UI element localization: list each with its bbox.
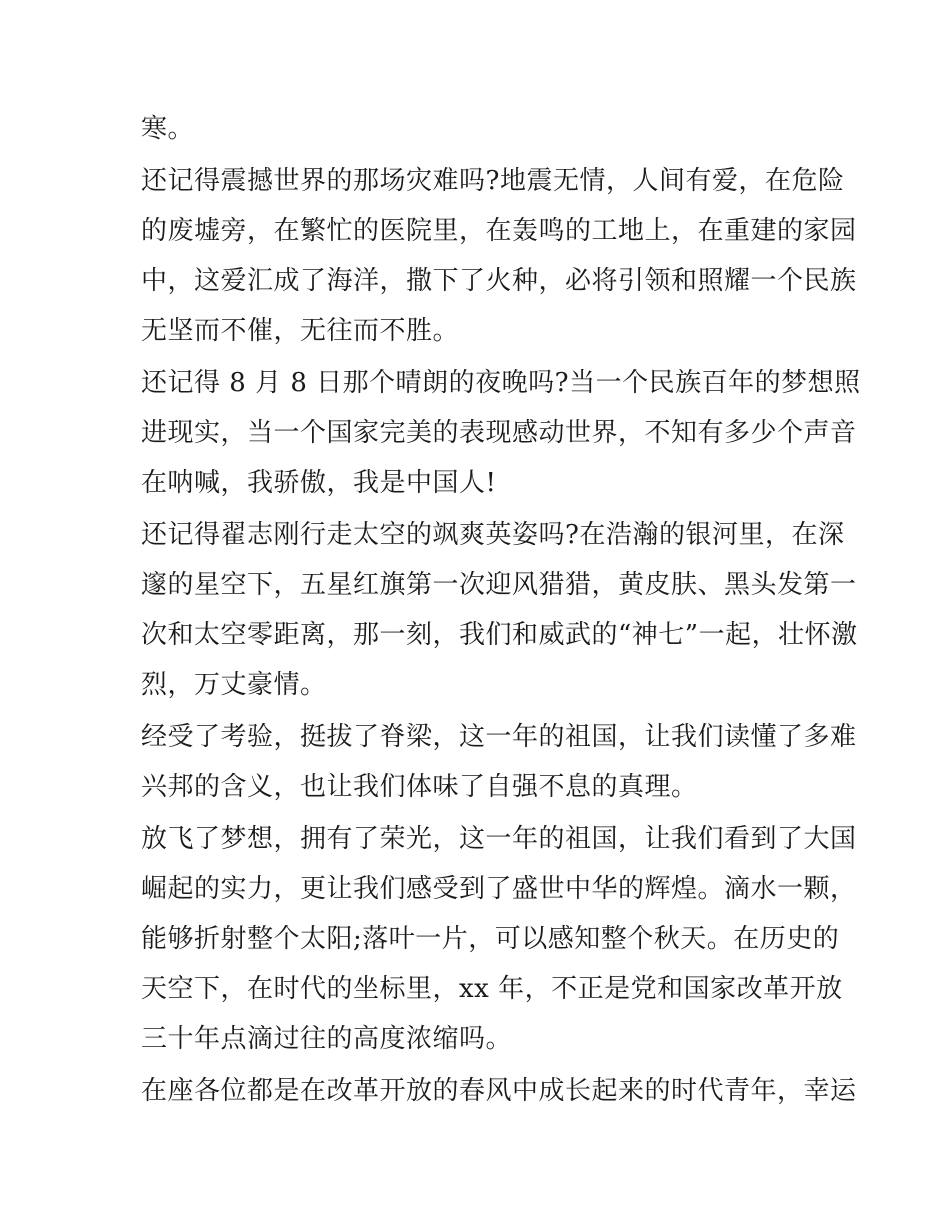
text-line: 还记得 8 月 8 日那个晴朗的夜晚吗?当一个民族百年的梦想照 [141, 368, 861, 398]
text-line: 中，这爱汇成了海洋，撒下了火种，必将引领和照耀一个民族 [141, 266, 857, 296]
text-line: 的废墟旁，在繁忙的医院里，在轰鸣的工地上，在重建的家园 [141, 216, 857, 246]
text-line: 崛起的实力，更让我们感受到了盛世中华的辉煌。滴水一颗， [141, 874, 857, 904]
text-line: 邃的星空下，五星红旗第一次迎风猎猎，黄皮肤、黑头发第一 [141, 570, 857, 600]
text-line: 进现实，当一个国家完美的表现感动世界，不知有多少个声音 [141, 418, 857, 448]
text-line: 寒。 [141, 114, 195, 144]
text-line: 能够折射整个太阳;落叶一片，可以感知整个秋天。在历史的 [141, 924, 840, 954]
text-line: 还记得震撼世界的那场灾难吗?地震无情，人间有爱，在危险 [141, 166, 845, 196]
text-line: 兴邦的含义，也让我们体味了自强不息的真理。 [141, 772, 698, 802]
text-line: 还记得翟志刚行走太空的飒爽英姿吗?在浩瀚的银河里，在深 [141, 520, 845, 550]
text-line: 在呐喊，我骄傲，我是中国人! [141, 468, 497, 498]
text-line: 放飞了梦想，拥有了荣光，这一年的祖国，让我们看到了大国 [141, 824, 857, 854]
text-line: 烈，万丈豪情。 [141, 670, 327, 700]
text-line: 在座各位都是在改革开放的春风中成长起来的时代青年，幸运 [141, 1076, 857, 1106]
text-line: 天空下，在时代的坐标里，xx 年，不正是党和国家改革开放 [141, 974, 843, 1004]
text-line: 次和太空零距离，那一刻，我们和威武的“神七”一起，壮怀激 [141, 620, 858, 650]
text-line: 无坚而不催，无往而不胜。 [141, 316, 460, 346]
text-line: 经受了考验，挺拔了脊梁，这一年的祖国，让我们读懂了多难 [141, 722, 857, 752]
text-line: 三十年点滴过往的高度浓缩吗。 [141, 1024, 513, 1054]
